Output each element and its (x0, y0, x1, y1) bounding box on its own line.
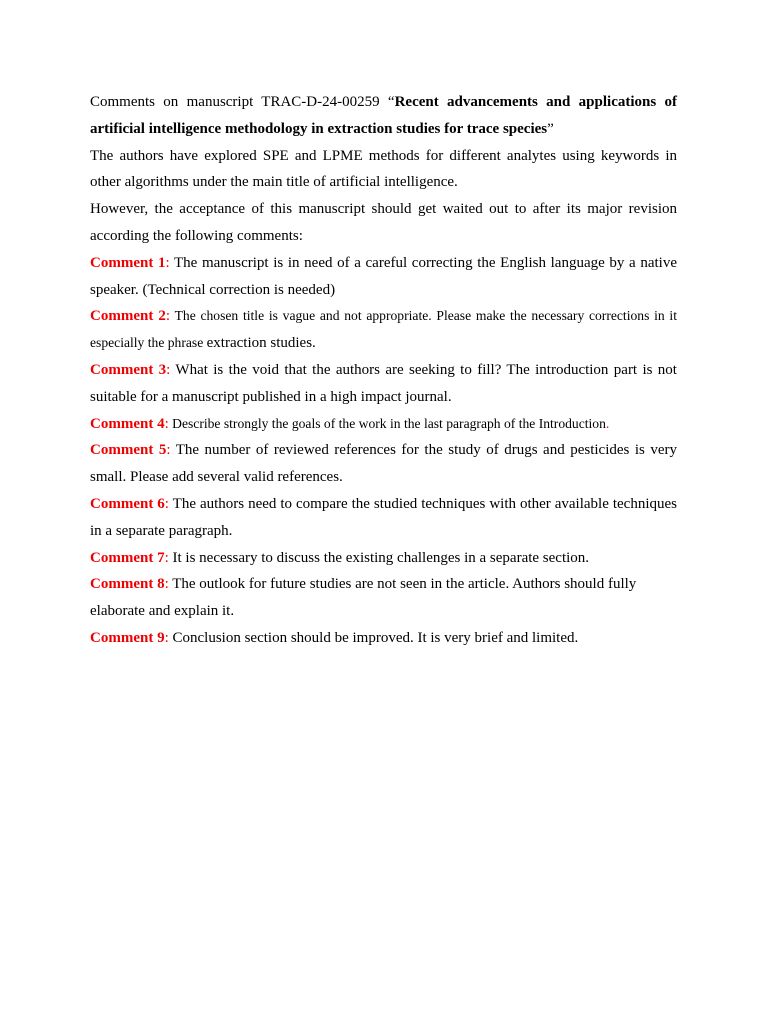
document-body (90, 89, 677, 652)
comment-4 (90, 411, 677, 438)
comment-7 (90, 545, 677, 572)
intro-paragraph (90, 89, 677, 143)
comment-label: Comment 4 (90, 415, 165, 432)
comment-label: Comment 8 (90, 576, 165, 593)
comment-5 (90, 437, 677, 491)
comment-9 (90, 625, 677, 652)
comment-separator: : (165, 308, 171, 325)
comment-8 (90, 571, 677, 625)
intro-prefix: Comments on manuscript TRAC-D-24-00259 “ (90, 94, 395, 110)
comment-tail: . (605, 415, 610, 431)
comment-separator: : (164, 415, 169, 432)
comment-label: Comment 6 (90, 495, 165, 512)
comment-label: Comment 7 (90, 549, 165, 566)
comment-text: The authors need to compare the studied techniques with other available techniques in a separate paragraph. (90, 495, 677, 539)
comment-text: The number of reviewed references for the study of drugs and pesticides is very small. Please add several valid references. (90, 442, 677, 486)
comment-text: Describe strongly the goals of the work in the last paragraph of the Introduction (168, 415, 606, 431)
comment-6 (90, 491, 677, 545)
comment-separator: : (164, 576, 169, 593)
comment-text: Conclusion section should be improved. It is very brief and limited. (168, 629, 579, 646)
comment-separator: : (164, 495, 169, 512)
comment-separator: : (164, 629, 169, 646)
comment-separator: : (164, 549, 169, 566)
summary-paragraph: The authors have explored SPE and LPME methods for different analytes using keywords in other algorithms under the main title of artificial intelligence. (90, 147, 677, 191)
comment-separator: : (165, 254, 170, 271)
comment-label: Comment 5 (90, 442, 167, 459)
manuscript-title: Recent advancements and applications of artificial intelligence methodology in extraction studies for trace species (90, 94, 677, 137)
comment-text-tail: extraction studies. (206, 335, 316, 352)
comment-label: Comment 2 (90, 308, 166, 325)
comment-separator: : (166, 442, 171, 459)
comment-2 (90, 303, 677, 357)
comment-separator: : (166, 361, 171, 378)
comment-text: What is the void that the authors are seeking to fill? The introduction part is not suitable for a manuscript published in a high impact journal. (90, 361, 677, 405)
comment-text: The chosen title is vague and not appropriate. Please make the necessary corrections in it especially the phrase (90, 308, 677, 351)
acceptance-paragraph: However, the acceptance of this manuscript should get waited out to after its major revision according the following comments: (90, 201, 677, 244)
comment-label: Comment 9 (90, 629, 165, 646)
comment-1 (90, 250, 677, 304)
comment-label: Comment 1 (90, 254, 166, 271)
intro-suffix: ” (547, 120, 554, 137)
comment-text: The manuscript is in need of a careful correcting the English language by a native speaker. (Technical correction is needed) (90, 254, 677, 298)
comment-3 (90, 357, 677, 411)
comment-text: The outlook for future studies are not seen in the article. Authors should fully elaborate and explain it. (90, 576, 637, 620)
comment-text: It is necessary to discuss the existing challenges in a separate section. (168, 549, 590, 566)
comment-label: Comment 3 (90, 361, 167, 378)
